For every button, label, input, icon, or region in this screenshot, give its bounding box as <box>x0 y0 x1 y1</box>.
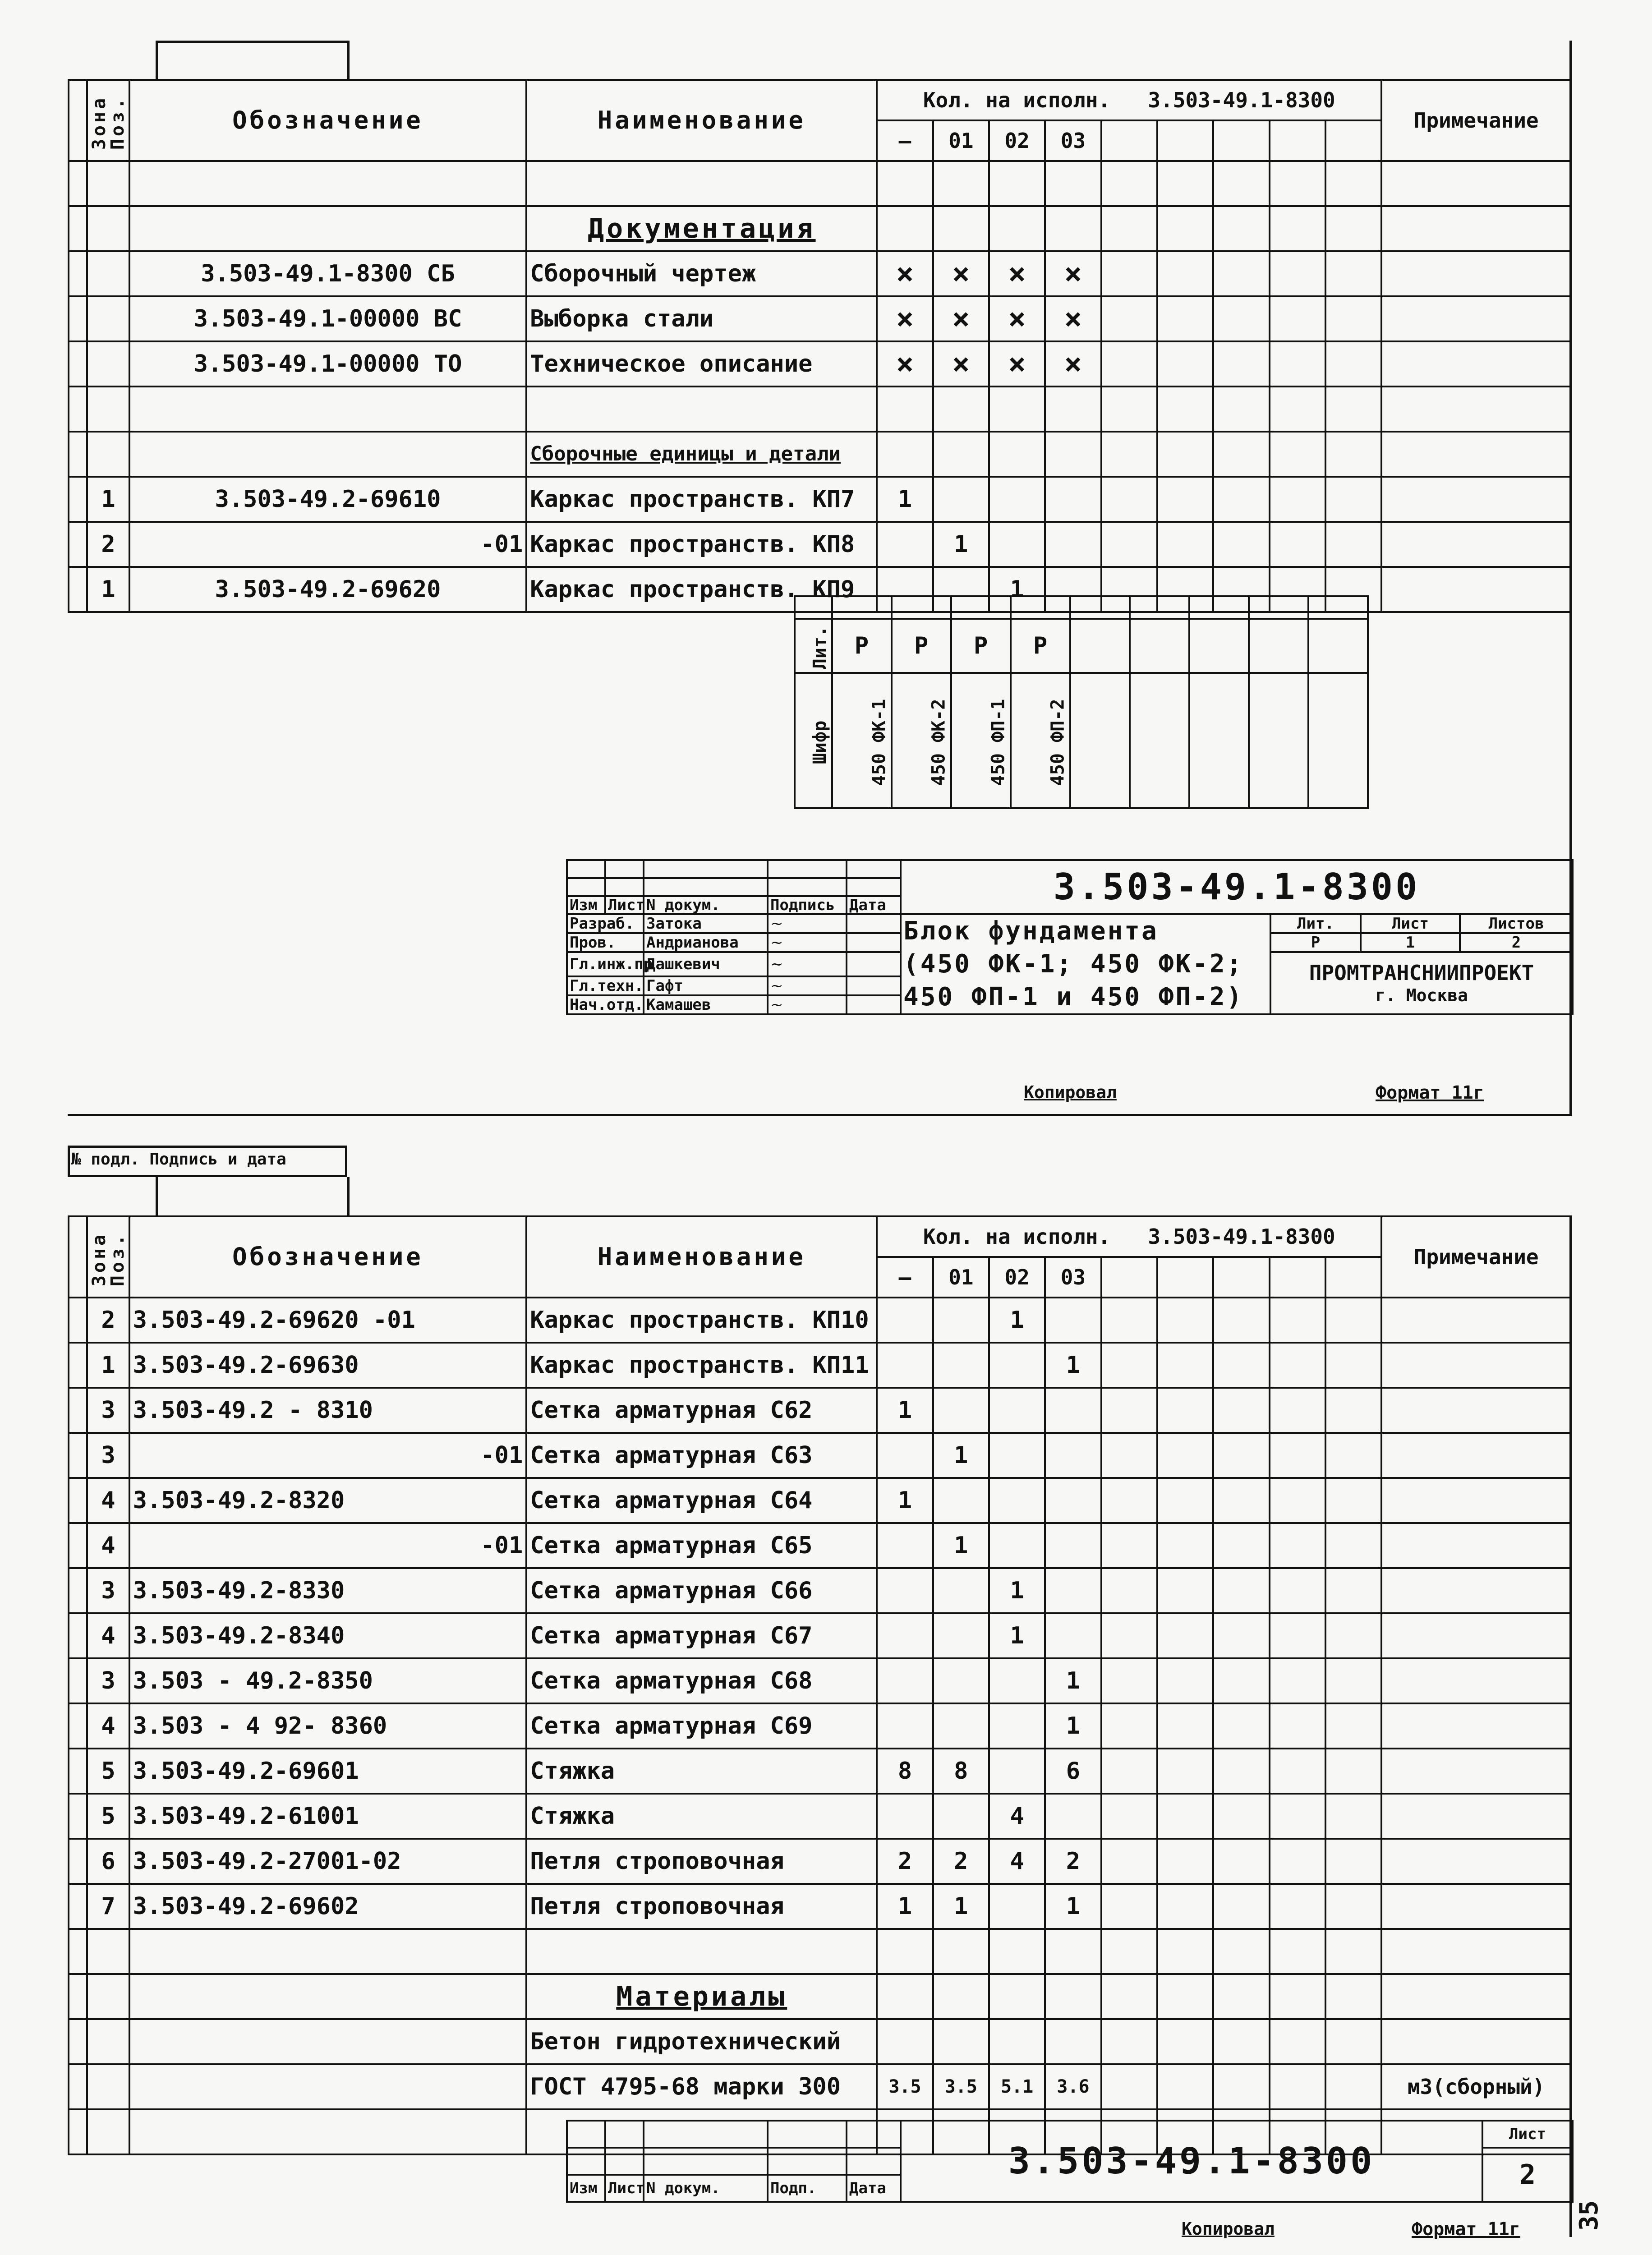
designation-cell: 3.503-49.1-00000 ТО <box>129 341 527 387</box>
qty-cell <box>933 1568 989 1613</box>
variant-header: 03 <box>1045 1257 1101 1298</box>
signature: ~ <box>768 952 847 976</box>
name-cell: Сетка арматурная С66 <box>526 1568 877 1613</box>
qty-cell: 3.6 <box>1045 2064 1101 2109</box>
role-label: Разраб. <box>567 914 644 933</box>
qty-cell: 1 <box>877 1478 933 1523</box>
section-assemblies: Сборочные единицы и детали <box>526 432 877 477</box>
table-row <box>69 1703 1571 1749</box>
city: г. Москва <box>1375 985 1468 1005</box>
qty-cell <box>1045 1298 1101 1343</box>
mark-cell: × <box>933 296 989 341</box>
pos-header: Поз. <box>87 80 129 161</box>
organization: ПРОМТРАНСНИИПРОЕКТ <box>1309 960 1534 985</box>
qty-cell: 8 <box>933 1749 989 1794</box>
qty-cell: 6 <box>1045 1749 1101 1794</box>
lit-label: Лит. <box>1270 914 1361 933</box>
qty-cell <box>989 477 1045 522</box>
designation-cell: -01 <box>129 1433 527 1478</box>
lit-label: Лит. <box>810 626 831 670</box>
qty-cell <box>989 1343 1045 1388</box>
zone-header: Зона <box>69 80 87 161</box>
col-label: N докум. <box>644 896 768 914</box>
designation-cell: 3.503 - 49.2-8350 <box>129 1658 527 1703</box>
pos-cell: 3 <box>87 1433 129 1478</box>
qty-cell <box>877 522 933 567</box>
qty-cell <box>989 1478 1045 1523</box>
designation-cell: 3.503-49.1-8300 СБ <box>129 251 527 296</box>
col-label: Подп. <box>768 2175 847 2202</box>
document-code: 3.503-49.1-8300 <box>1053 866 1420 908</box>
name-cell: Сетка арматурная С68 <box>526 1658 877 1703</box>
variant-block <box>794 595 1369 809</box>
col-label: Изм <box>567 2175 605 2202</box>
pos-cell: 1 <box>87 567 129 612</box>
qty-cell <box>877 1794 933 1839</box>
designation-cell: 3.503-49.2-69610 <box>129 477 527 522</box>
qty-cell: 5.1 <box>989 2064 1045 2109</box>
name-cell: Сетка арматурная С65 <box>526 1523 877 1568</box>
mark-cell: × <box>989 251 1045 296</box>
lit-cell: Р <box>1011 619 1070 673</box>
table-row <box>69 1749 1571 1794</box>
table-row <box>69 1884 1571 1929</box>
qty-cell: 1 <box>933 522 989 567</box>
side-strip-label: № подл. Подпись и дата <box>71 1150 286 1169</box>
qty-cell: 2 <box>877 1839 933 1884</box>
qty-header: Кол. на исполн. 3.503-49.1-8300 <box>877 80 1381 120</box>
variant-header: 01 <box>933 120 989 161</box>
person-name: Камашев <box>644 995 768 1014</box>
pos-cell: 5 <box>87 1794 129 1839</box>
designation-cell: 3.503-49.2-27001-02 <box>129 1839 527 1884</box>
note-header: Примечание <box>1381 1216 1571 1298</box>
variant-header: 03 <box>1045 120 1101 161</box>
designation-cell: 3.503-49.2 - 8310 <box>129 1388 527 1433</box>
section-documentation: Документация <box>526 206 877 251</box>
pos-cell: 5 <box>87 1749 129 1794</box>
designation-cell: 3.503-49.1-00000 ВС <box>129 296 527 341</box>
table-row <box>69 341 1571 387</box>
qty-cell <box>1045 1388 1101 1433</box>
pos-cell: 1 <box>87 477 129 522</box>
pos-cell: 3 <box>87 1568 129 1613</box>
mark-cell: × <box>933 251 989 296</box>
table-row <box>69 1613 1571 1658</box>
lit-cell: Р <box>951 619 1011 673</box>
designation-cell: 3.503-49.2-69630 <box>129 1343 527 1388</box>
cipher-cell: 450 ФК-1 <box>868 699 889 786</box>
qty-cell: 1 <box>1045 1343 1101 1388</box>
copied-label: Копировал <box>1182 2219 1275 2239</box>
table-row <box>69 1839 1571 1884</box>
name-cell: Каркас пространств. КП9 <box>526 567 877 612</box>
col-label: Дата <box>847 2175 901 2202</box>
table-row <box>69 522 1571 567</box>
name-cell: Каркас пространств. КП10 <box>526 1298 877 1343</box>
qty-cell <box>877 1298 933 1343</box>
name-cell: Сетка арматурная С63 <box>526 1433 877 1478</box>
zone-header: Зона <box>69 1216 87 1298</box>
sheet-value: 2 <box>1482 2148 1573 2202</box>
variant-header: — <box>877 1257 933 1298</box>
material-line: Бетон гидротехнический <box>526 2019 877 2064</box>
col-label: Изм <box>567 896 605 914</box>
designation-cell: 3.503-49.2-8330 <box>129 1568 527 1613</box>
qty-cell <box>1045 1478 1101 1523</box>
qty-cell <box>877 1523 933 1568</box>
designation-cell: 3.503-49.2-69620 -01 <box>129 1298 527 1343</box>
qty-cell: 1 <box>1045 1658 1101 1703</box>
table-row <box>69 1478 1571 1523</box>
qty-cell <box>933 1794 989 1839</box>
designation-cell: -01 <box>129 522 527 567</box>
role-label: Нач.отд. <box>567 995 644 1014</box>
name-cell: Каркас пространств. КП8 <box>526 522 877 567</box>
role-label: Пров. <box>567 933 644 952</box>
qty-cell <box>989 1658 1045 1703</box>
sheets-label: Листов <box>1460 914 1573 933</box>
qty-cell <box>877 1613 933 1658</box>
designation-cell: 3.503-49.2-69620 <box>129 567 527 612</box>
qty-cell: 1 <box>1045 1884 1101 1929</box>
qty-cell: 1 <box>933 1523 989 1568</box>
col-label: Лист <box>605 896 644 914</box>
name-cell: Стяжка <box>526 1794 877 1839</box>
sheets-value: 2 <box>1460 933 1573 952</box>
title-line: Блок фундамента <box>903 916 1159 946</box>
pos-header: Поз. <box>87 1216 129 1298</box>
qty-cell <box>1045 1794 1101 1839</box>
sheet2-title-block <box>566 2120 1574 2203</box>
mark-cell: × <box>877 296 933 341</box>
qty-cell <box>1045 1568 1101 1613</box>
col-label: Дата <box>847 896 901 914</box>
qty-cell: 1 <box>1045 1703 1101 1749</box>
signature: ~ <box>768 995 847 1014</box>
qty-cell <box>989 1433 1045 1478</box>
top-tab <box>156 41 350 79</box>
qty-cell: 2 <box>1045 1839 1101 1884</box>
pos-cell: 4 <box>87 1703 129 1749</box>
lit-value: Р <box>1270 933 1361 952</box>
pos-cell: 4 <box>87 1478 129 1523</box>
title-line: 450 ФП-1 и 450 ФП-2) <box>903 982 1244 1012</box>
table-row <box>69 296 1571 341</box>
mark-cell: × <box>1045 251 1101 296</box>
qty-cell: 2 <box>933 1839 989 1884</box>
lit-cell: Р <box>892 619 951 673</box>
name-header: Наименование <box>526 1216 877 1298</box>
qty-cell: 1 <box>877 477 933 522</box>
format-label: Формат 11г <box>1412 2219 1520 2240</box>
mark-cell: × <box>989 296 1045 341</box>
designation-cell: 3.503-49.2-69602 <box>129 1884 527 1929</box>
designation-cell: 3.503-49.2-69601 <box>129 1749 527 1794</box>
designation-cell: 3.503-49.2-8340 <box>129 1613 527 1658</box>
note-header: Примечание <box>1381 80 1571 161</box>
table-row <box>69 1658 1571 1703</box>
table-row <box>69 1568 1571 1613</box>
sheet1-bottom-border <box>68 1114 1572 1116</box>
name-cell: Каркас пространств. КП7 <box>526 477 877 522</box>
qty-cell <box>1045 1433 1101 1478</box>
qty-cell <box>1045 477 1101 522</box>
mark-cell: × <box>1045 296 1101 341</box>
qty-cell <box>877 1658 933 1703</box>
qty-cell <box>933 1703 989 1749</box>
pos-cell: 2 <box>87 1298 129 1343</box>
qty-cell <box>1045 522 1101 567</box>
table-row <box>69 1298 1571 1343</box>
qty-cell <box>933 1658 989 1703</box>
name-cell: Техническое описание <box>526 341 877 387</box>
name-cell: Сетка арматурная С62 <box>526 1388 877 1433</box>
qty-cell <box>933 1343 989 1388</box>
qty-cell <box>989 1523 1045 1568</box>
variant-header: 01 <box>933 1257 989 1298</box>
variant-header: 02 <box>989 1257 1045 1298</box>
designation-header: Обозначение <box>129 80 527 161</box>
designation-cell: 3.503-49.2-8320 <box>129 1478 527 1523</box>
qty-cell <box>877 1433 933 1478</box>
qty-cell <box>1045 1523 1101 1568</box>
designation-header: Обозначение <box>129 1216 527 1298</box>
variant-header: 02 <box>989 120 1045 161</box>
qty-cell: 1 <box>933 1884 989 1929</box>
pos-cell: 1 <box>87 1343 129 1388</box>
qty-cell <box>989 1884 1045 1929</box>
lit-cell: Р <box>832 619 892 673</box>
name-cell: Выборка стали <box>526 296 877 341</box>
qty-cell <box>933 1478 989 1523</box>
pos-cell: 6 <box>87 1839 129 1884</box>
name-cell: Сетка арматурная С64 <box>526 1478 877 1523</box>
mark-cell: × <box>989 341 1045 387</box>
mark-cell: × <box>877 251 933 296</box>
table-row <box>69 1794 1571 1839</box>
table-row <box>69 1523 1571 1568</box>
table-row <box>69 477 1571 522</box>
sheet1-spec-table <box>68 79 1572 613</box>
mark-cell: × <box>1045 341 1101 387</box>
designation-cell: 3.503 - 4 92- 8360 <box>129 1703 527 1749</box>
pos-cell: 3 <box>87 1658 129 1703</box>
person-name: Дашкевич <box>644 952 768 976</box>
title-line: (450 ФК-1; 450 ФК-2; <box>903 949 1244 979</box>
mark-cell: × <box>933 341 989 387</box>
table-row <box>69 1433 1571 1478</box>
sheet2-spec-table <box>68 1215 1572 2155</box>
sheet-label: Лист <box>1361 914 1460 933</box>
table-row <box>69 1343 1571 1388</box>
pos-cell: 7 <box>87 1884 129 1929</box>
document-code: 3.503-49.1-8300 <box>1008 2140 1375 2182</box>
sheet-value: 1 <box>1361 933 1460 952</box>
material-line: ГОСТ 4795-68 марки 300 <box>526 2064 877 2109</box>
qty-cell: 8 <box>877 1749 933 1794</box>
sheet1-title-block <box>566 859 1574 1015</box>
role-label: Гл.техн. <box>567 976 644 995</box>
pos-cell: 3 <box>87 1388 129 1433</box>
qty-cell <box>877 1343 933 1388</box>
qty-cell: 3.5 <box>877 2064 933 2109</box>
qty-cell: 1 <box>989 567 1045 612</box>
col-label: Лист <box>605 2175 644 2202</box>
pos-cell: 4 <box>87 1523 129 1568</box>
cipher-cell: 450 ФП-2 <box>1047 699 1068 786</box>
qty-cell <box>989 1388 1045 1433</box>
role-label: Гл.инж.пр <box>567 952 644 976</box>
qty-cell: 4 <box>989 1839 1045 1884</box>
name-cell: Каркас пространств. КП11 <box>526 1343 877 1388</box>
note-cell: м3(сборный) <box>1381 2064 1571 2109</box>
name-header: Наименование <box>526 80 877 161</box>
qty-cell: 1 <box>877 1388 933 1433</box>
name-cell: Петля строповочная <box>526 1884 877 1929</box>
col-label: Подпись <box>768 896 847 914</box>
signature: ~ <box>768 914 847 933</box>
qty-cell <box>933 1613 989 1658</box>
name-cell: Сетка арматурная С67 <box>526 1613 877 1658</box>
name-cell: Петля строповочная <box>526 1839 877 1884</box>
qty-cell: 1 <box>989 1298 1045 1343</box>
qty-cell <box>933 477 989 522</box>
variant-header: — <box>877 120 933 161</box>
person-name: Затока <box>644 914 768 933</box>
page-number: 35 <box>1574 2200 1604 2231</box>
designation-cell: 3.503-49.2-61001 <box>129 1794 527 1839</box>
designation-cell: -01 <box>129 1523 527 1568</box>
signature: ~ <box>768 976 847 995</box>
qty-cell <box>933 1298 989 1343</box>
qty-cell <box>877 1568 933 1613</box>
cipher-cell: 450 ФК-2 <box>928 699 949 786</box>
cipher-cell: 450 ФП-1 <box>987 699 1008 786</box>
name-cell: Стяжка <box>526 1749 877 1794</box>
qty-cell <box>933 1388 989 1433</box>
mark-cell: × <box>877 341 933 387</box>
qty-cell <box>1045 1613 1101 1658</box>
person-name: Гафт <box>644 976 768 995</box>
qty-cell: 1 <box>989 1613 1045 1658</box>
qty-cell <box>989 1703 1045 1749</box>
qty-cell <box>989 522 1045 567</box>
qty-cell <box>877 1703 933 1749</box>
person-name: Андрианова <box>644 933 768 952</box>
cipher-label: Шифр <box>810 720 831 764</box>
qty-cell: 3.5 <box>933 2064 989 2109</box>
qty-cell: 1 <box>933 1433 989 1478</box>
qty-cell: 1 <box>877 1884 933 1929</box>
section-materials: Материалы <box>526 1974 877 2019</box>
signature: ~ <box>768 933 847 952</box>
pos-cell: 2 <box>87 522 129 567</box>
sheet-label: Лист <box>1482 2121 1573 2148</box>
name-cell: Сборочный чертеж <box>526 251 877 296</box>
qty-header: Кол. на исполн. 3.503-49.1-8300 <box>877 1216 1381 1257</box>
name-cell: Сетка арматурная С69 <box>526 1703 877 1749</box>
table-row <box>69 2064 1571 2109</box>
qty-cell: 4 <box>989 1794 1045 1839</box>
table-row <box>69 1388 1571 1433</box>
table-row <box>69 251 1571 296</box>
pos-cell: 4 <box>87 1613 129 1658</box>
copied-label: Копировал <box>1024 1082 1117 1102</box>
format-label: Формат 11г <box>1376 1082 1484 1103</box>
qty-cell: 1 <box>989 1568 1045 1613</box>
qty-cell <box>989 1749 1045 1794</box>
col-label: N докум. <box>644 2175 768 2202</box>
